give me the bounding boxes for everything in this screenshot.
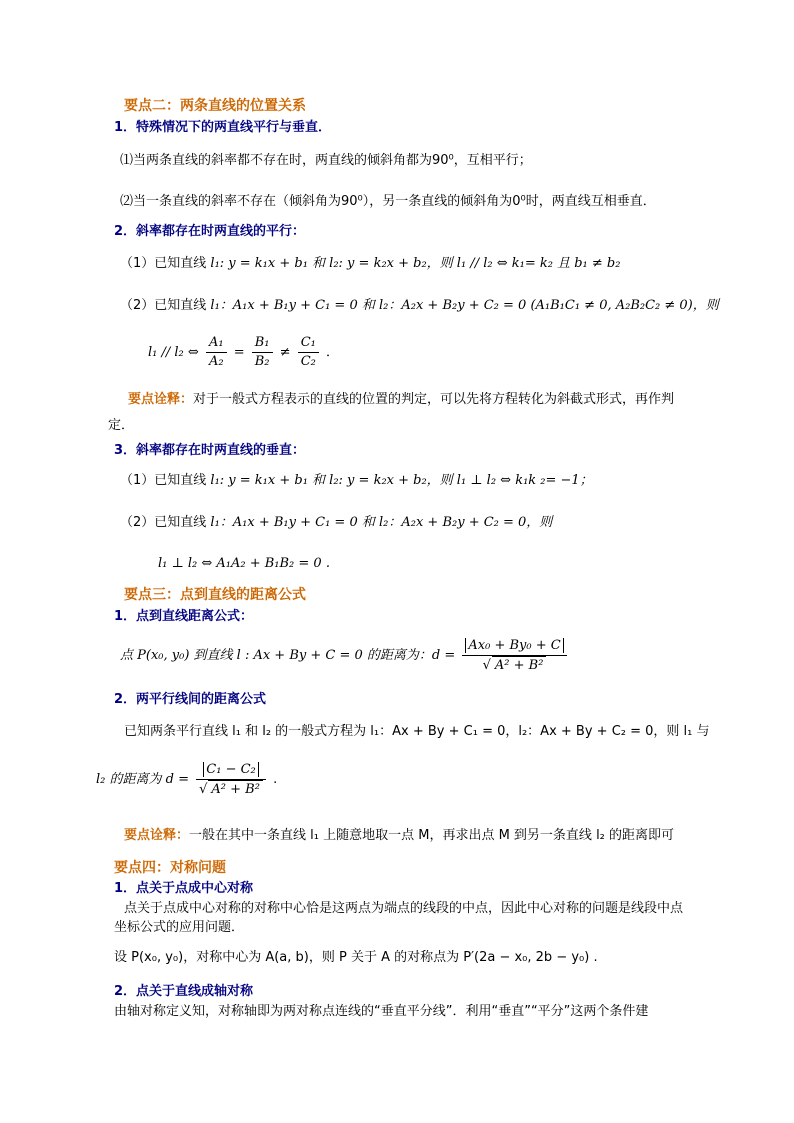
section2-sub2-title: 2．斜率都存在时两直线的平行： xyxy=(114,224,306,239)
note2 xyxy=(124,826,674,846)
section4-title: 要点四：对称问题 xyxy=(114,860,226,876)
note2-label: 要点诠释： xyxy=(124,828,190,843)
section2-title: 要点二：两条直线的位置关系 xyxy=(124,98,306,114)
section2-sub3-item1-prefix: （1）已知直线 xyxy=(120,473,207,488)
section4-sub1-text3: 设 P(x₀, y₀)，对称中心为 A(a, b)，则 P 关于 A 的对称点为 P′(2a − x₀, 2b − y₀) . xyxy=(114,950,598,965)
section2-sub3-item1-formula: l₁: y = k₁x + b₁ 和 l₂: y = k₂x + b₂，则 l₁ ⊥ l₂ ⇔ k₁k ₂= −1； xyxy=(210,473,593,488)
section2-parallel-condition xyxy=(148,333,339,373)
section2-sub2-item2-prefix: （2）已知直线 xyxy=(120,298,207,313)
section2-sub1-title: 1．特殊情况下的两直线平行与垂直． xyxy=(114,120,332,135)
note1 xyxy=(128,390,674,410)
section4-sub1-title: 1．点关于点成中心对称 xyxy=(114,881,254,896)
parallel-distance-denominator: A² + B² xyxy=(208,780,263,799)
section2-sub3-title: 3．斜率都存在时两直线的垂直： xyxy=(114,443,306,458)
parallel-condition-left: l₁ // l₂ ⇔ xyxy=(148,345,199,360)
section4-sub1-text2: 坐标公式的应用问题． xyxy=(114,920,245,935)
distance-denominator: A² + B² xyxy=(492,656,547,675)
point-line-distance xyxy=(120,636,570,676)
fraction-a-den: A₂ xyxy=(208,354,224,369)
section3-title: 要点三：点到直线的距离公式 xyxy=(124,587,306,603)
fraction-b-num: B₁ xyxy=(252,334,273,353)
distance-fraction: $\frac{\text{Ax₀ + By₀ + C}}{\text{√ A² + B²}}$ xyxy=(462,637,566,675)
section2-sub2-item1-prefix: （1）已知直线 xyxy=(120,256,207,271)
section2-sub2-item1-formula: l₁: y = k₁x + b₁ 和 l₂: y = k₂x + b₂，则 l₁ // l₂ ⇔ k₁= k₂ 且 b₁ ≠ b₂ xyxy=(210,256,621,271)
section2-sub2-item2-formula: l₁：A₁x + B₁y + C₁ = 0 和 l₂：A₂x + B₂y + C₂ = 0 (A₁B₁C₁ ≠ 0, A₂B₂C₂ ≠ 0)，则 xyxy=(210,298,719,313)
section2-sub2-item1 xyxy=(120,254,620,274)
section2-sub3-item2-prefix: （2）已知直线 xyxy=(120,515,207,530)
fraction-a xyxy=(206,334,227,371)
note1-label: 要点诠释： xyxy=(128,392,194,407)
section3-sub1-title: 1．点到直线距离公式： xyxy=(114,609,254,624)
note1-text2: 定． xyxy=(108,418,135,433)
fraction-c xyxy=(298,334,319,371)
section2-sub3-item2-formula: l₁：A₁x + B₁y + C₁ = 0 和 l₂：A₂x + B₂y + C₂ = 0，则 xyxy=(210,515,553,530)
note1-text: 对于一般式方程表示的直线的位置的判定，可以先将方程转化为斜截式形式，再作判 xyxy=(193,392,675,407)
distance-numerator: Ax₀ + By₀ + C xyxy=(465,638,563,653)
parallel-distance-suffix: . xyxy=(273,772,278,787)
fraction-c-den: C₂ xyxy=(300,354,316,369)
fraction-c-num: C₁ xyxy=(298,334,319,353)
parallel-distance-prefix: l₂ 的距离为 d = xyxy=(96,772,189,787)
section4-sub1-text1: 点关于点成中心对称的对称中心恰是这两点为端点的线段的中点，因此中心对称的问题是线段中点 xyxy=(124,901,684,916)
fraction-b-den: B₂ xyxy=(254,354,270,369)
parallel-distance-numerator: C₁ − C₂ xyxy=(203,762,258,777)
section2-sub3-item1 xyxy=(120,471,593,491)
section2-sub3-item2 xyxy=(120,513,552,533)
parallel-distance-formula xyxy=(96,760,277,800)
section4-sub2-text1: 由轴对称定义知，对称轴即为两对称点连线的“垂直平分线”．利用“垂直”“平分”这两个条件建 xyxy=(114,1004,649,1019)
parallel-distance-text: 已知两条平行直线 l₁ 和 l₂ 的一般式方程为 l₁：Ax + By + C₁ = 0，l₂：Ax + By + C₂ = 0，则 l₁ 与 xyxy=(124,724,710,739)
section3-sub2-title: 2．两平行线间的距离公式 xyxy=(114,692,267,707)
section2-sub2-item2 xyxy=(120,296,719,316)
equals-sign: = xyxy=(233,345,245,360)
section2-sub1-item1: ⑴当两条直线的斜率都不存在时，两直线的倾斜角都为90⁰，互相平行； xyxy=(120,153,532,168)
fraction-a-num: A₁ xyxy=(206,334,227,353)
perpendicular-condition: l₁ ⊥ l₂ ⇔ A₁A₂ + B₁B₂ = 0 . xyxy=(158,556,330,571)
fraction-b xyxy=(252,334,273,371)
note2-text: 一般在其中一条直线 l₁ 上随意地取一点 M，再求出点 M 到另一条直线 l₂ 的距离即可 xyxy=(189,828,675,843)
point-line-distance-prefix: 点 P(x₀, y₀) 到直线 l : Ax + By + C = 0 的距离为：d = xyxy=(120,648,456,663)
parallel-distance-fraction: $\frac{\text{C₁ − C₂}}{\text{√ A² + B²}}$ xyxy=(196,761,266,799)
not-equal-sign: ≠ xyxy=(279,345,291,360)
section2-sub1-item2: ⑵当一条直线的斜率不存在（倾斜角为90⁰），另一条直线的倾斜角为0⁰时，两直线互相垂直． xyxy=(120,194,656,209)
section4-sub2-title: 2．点关于直线成轴对称 xyxy=(114,984,254,999)
period: ． xyxy=(326,345,340,360)
